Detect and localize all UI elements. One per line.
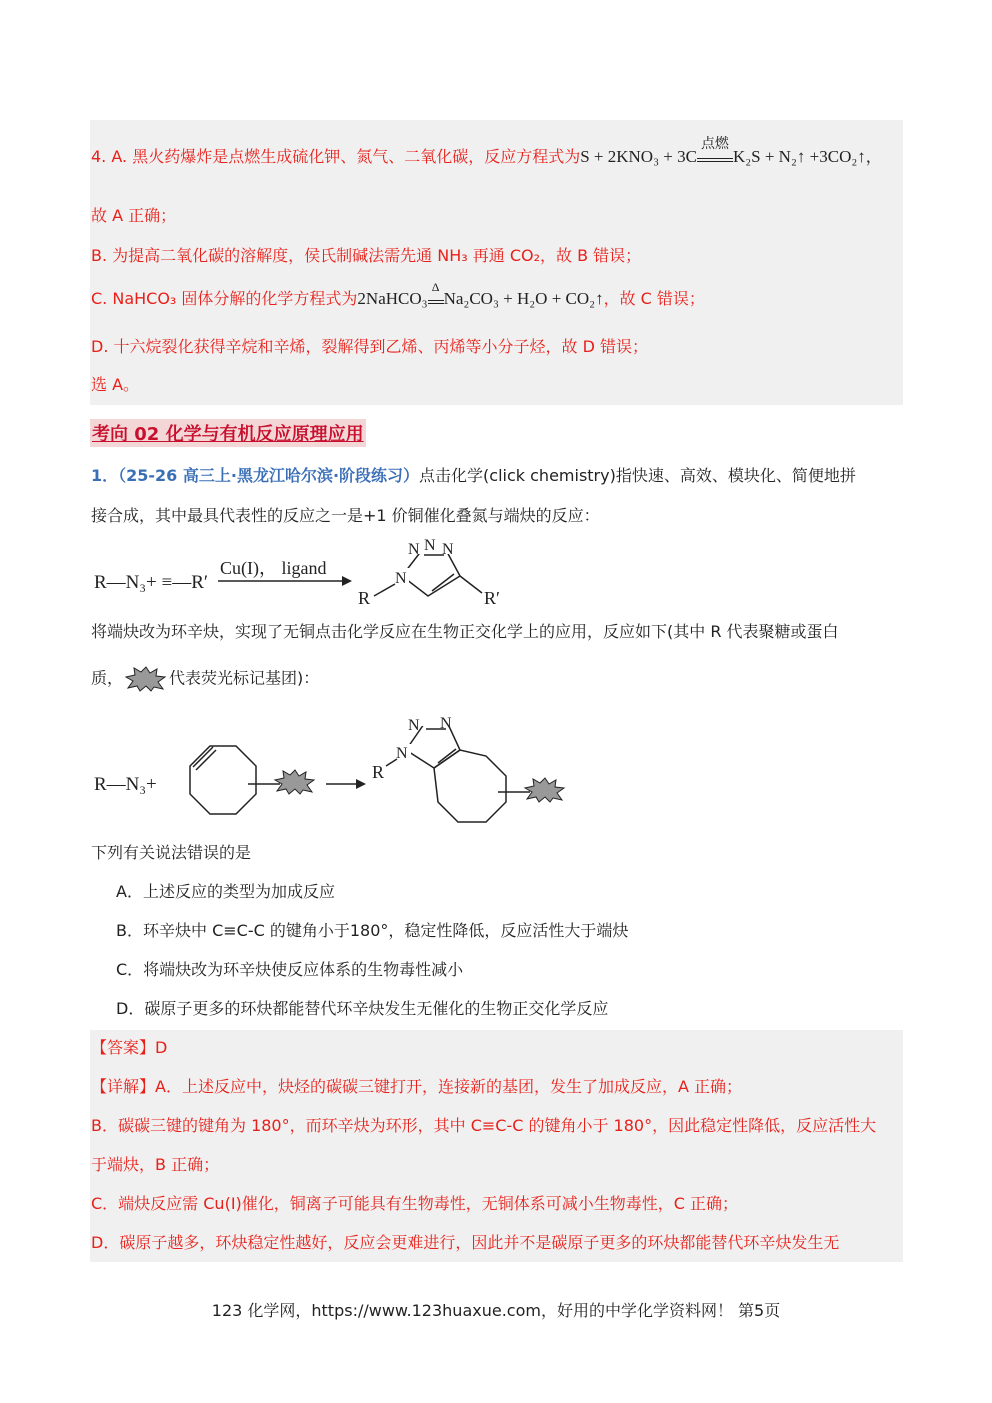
q1-stem-line2: 接合成，其中最具代表性的反应之一是+1 价铜催化叠氮与端炔的反应： <box>91 506 600 525</box>
q1-option-b: B．环辛炔中 C≡C-C 的键角小于180°，稳定性降低，反应活性大于端炔 <box>116 921 629 940</box>
r-bond-right <box>460 576 482 593</box>
q4-option-a <box>91 137 882 168</box>
fluorescent-tag-icon <box>125 666 167 692</box>
q1-option-c: C．将端炔改为环辛炔使反应体系的生物毒性减小 <box>116 960 464 979</box>
q4-a-eq-arrow <box>697 137 733 162</box>
reaction1-arrowhead <box>342 576 352 586</box>
q1-option-d: D．碳原子更多的环炔都能替代环辛炔发生无催化的生物正交化学反应 <box>116 999 609 1018</box>
q4-c-eq-arrow <box>428 280 444 304</box>
q1-answer: 【答案】D <box>91 1038 168 1057</box>
reaction1-reactants: R—N₃+ ≡—R′ <box>94 572 209 593</box>
q4-a-line2: 故 A 正确； <box>91 206 177 225</box>
reaction2-arrowhead <box>356 779 366 789</box>
reaction1-r-left: R <box>358 588 371 608</box>
reaction1-r-right: R′ <box>484 588 500 608</box>
q1-detail-d: D．碳原子越多，环炔稳定性越好，反应会更难进行，因此并不是碳原子更多的环炔都能替代环辛炔发生无 <box>91 1233 840 1252</box>
q4-c-text: C. NaHCO₃ 固体分解的化学方程式为 <box>91 289 358 308</box>
q1-source: （25-26 高三上·黑龙江哈尔滨·阶段练习） <box>118 466 420 485</box>
q4-c-eq-right: Na₂CO₃ + H₂O + CO₂↑ <box>443 289 604 308</box>
page-footer: 123 化学网，https://www.123huaxue.com，好用的中学化学资料网！ 第5页 <box>211 1301 781 1320</box>
q1-stem-text1: 点击化学(click chemistry)指快速、高效、模块化、简便地拼 <box>419 466 856 485</box>
q4-choose: 选 A。 <box>91 375 140 394</box>
q1-answer-block <box>90 1030 903 1262</box>
q1-detail-b1: B．碳碳三键的键角为 180°，而环辛炔为环形，其中 C≡C-C 的键角小于 180°，因此稳定性降低，反应活性大 <box>91 1116 877 1135</box>
triazole2-n-top-right: N <box>440 715 452 732</box>
triazole-n-top-right: N <box>442 541 454 558</box>
triazole2-n1: N <box>396 745 408 762</box>
q1-question: 下列有关说法错误的是 <box>91 843 252 862</box>
reaction2-reactant: R—N₃+ <box>94 774 157 795</box>
q1-detail-a: 【详解】A．上述反应中，炔烃的碳碳三键打开，连接新的基团，发生了加成反应，A 正确； <box>91 1077 742 1096</box>
triazole-n-top-mid: N <box>424 538 436 554</box>
reaction2-diagram <box>90 706 590 828</box>
q1-option-a: A．上述反应的类型为加成反应 <box>116 882 335 901</box>
fluorescent-tag-1-icon <box>275 770 314 794</box>
q1-stem-line4 <box>91 666 319 692</box>
q4-a-eq-left: S + 2KNO₃ + 3C <box>580 147 697 166</box>
triazole-double-bond-2 <box>438 749 456 763</box>
triazole-n1: N <box>395 570 407 587</box>
q4-a-eq-right: K₂S + N₂↑ +3CO₂↑ <box>732 147 866 166</box>
q4-c-eq-condition: Δ <box>431 280 440 294</box>
q1-stem-line4-prefix: 质， <box>91 668 124 688</box>
q4-option-b: B. 为提高二氧化碳的溶解度，侯氏制碱法需先通 NH₃ 再通 CO₂，故 B 错误； <box>91 246 642 265</box>
fluorescent-tag-2-icon <box>525 778 564 802</box>
reaction1-condition: Cu(I)， ligand <box>220 558 327 578</box>
triazole2-n-top-left: N <box>408 717 420 734</box>
q4-a-eq-condition: 点燃 <box>700 137 729 152</box>
r-bond-left <box>374 584 395 596</box>
q1-stem-line4-suffix: 代表荧光标记基团)： <box>169 668 320 688</box>
q4-option-c <box>91 280 705 310</box>
q4-a-text: 4. A. 黑火药爆炸是点燃生成硫化钾、氮气、二氧化碳，反应方程式为 <box>91 147 581 166</box>
q1-detail-c: C．端炔反应需 Cu(I)催化，铜离子可能具有生物毒性，无铜体系可减小生物毒性，C 正确； <box>91 1194 739 1213</box>
cyclooctane-ring <box>434 750 506 822</box>
reaction2-r-label: R <box>372 762 385 782</box>
reaction1-diagram <box>90 538 530 610</box>
reaction2-r-bond <box>386 759 397 766</box>
triazole-n-top-left: N <box>408 541 420 558</box>
cyclooctyne-ring <box>190 746 256 814</box>
section-title: 考向 02 化学与有机反应原理应用 <box>90 419 366 447</box>
q1-number: 1． <box>91 466 119 485</box>
q4-a-suffix: ， <box>865 147 882 166</box>
q4-c-eq-left: 2NaHCO₃ <box>357 289 428 308</box>
q4-option-d: D. 十六烷裂化获得辛烷和辛烯，裂解得到乙烯、丙烯等小分子烃，故 D 错误； <box>91 337 648 356</box>
q1-stem-line1 <box>91 465 856 487</box>
q4-c-suffix: ，故 C 错误； <box>603 289 705 308</box>
q1-detail-b2: 于端炔，B 正确； <box>91 1155 220 1174</box>
q1-stem-line3: 将端炔改为环辛炔，实现了无铜点击化学反应在生物正交化学上的应用，反应如下(其中 R 代表聚糖或蛋白 <box>91 622 839 641</box>
